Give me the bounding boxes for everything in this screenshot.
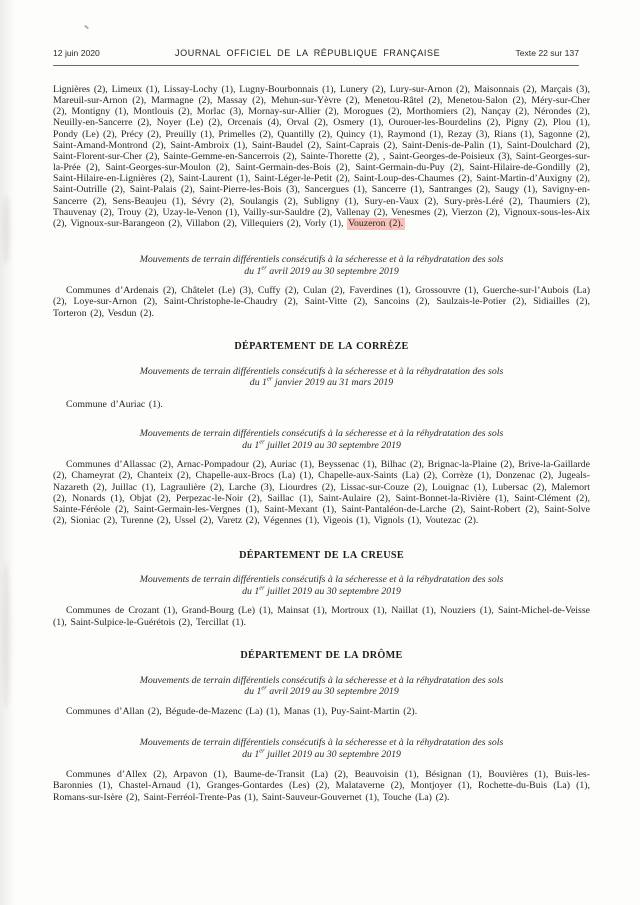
highlighted-commune-vouzeron: Vouzeron (2).	[348, 217, 404, 229]
header-rule	[53, 65, 579, 66]
heading-period-line	[53, 440, 590, 452]
departement-heading-creuse: DÉPARTEMENT DE LA CREUSE	[239, 550, 404, 562]
period-sup: er	[259, 584, 265, 592]
paragraph-cher-communes	[53, 84, 590, 229]
period-sup: er	[261, 264, 267, 272]
heading-period-line	[53, 586, 590, 598]
heading-mouvements-line: Mouvements de terrain différentiels consécutifs à la sécheresse et à la réhydratation des sols	[139, 674, 504, 686]
heading-mouvements-line: Mouvements de terrain différentiels consécutifs à la sécheresse et à la réhydratation des sols	[139, 737, 504, 748]
section-heading-creuse-juillet	[53, 574, 590, 597]
paragraph-drome-juillet: Communes d’Allex (2), Arpavon (1), Baume-de-Transit (La) (2), Beauvoisin (1), Bésignan (1), Bouvières (1), Buis-les-Baronnies (1), Chastel-Arnaud (1), Granges-Gontardes (Les) (2), Malataverne (2), Montjoyer (1), Rochette-du-Buis (La) (1), Romans-sur-Isère (2), Saint-Ferréol-Trente-Pas (1), Saint-Sauveur-Gouvernet (1), Touche (La) (2).	[53, 769, 590, 803]
scan-smudge	[2, 560, 10, 710]
heading-period-line	[53, 266, 590, 278]
period-post: janvier 2019 au 31 mars 2019	[272, 377, 394, 389]
departement-heading-drome: DÉPARTEMENT DE LA DRÔME	[240, 649, 403, 661]
period-pre: du 1	[242, 748, 260, 760]
period-sup: er	[266, 376, 273, 384]
page-content	[53, 0, 590, 812]
cher-communes-text: Lignières (2), Limeux (1), Lissay-Lochy (1), Lugny-Bourbonnais (1), Lunery (2), Lury-sur-Arnon (2), Maisonnais (2), Marçais (3), Mareuil-sur-Arnon (2), Marmagne (2), Massay (2), Mehun-sur-Yèvre (2), Menetou-Râtel (2), Menetou-Salon (2), Méry-sur-Cher (2), Montigny (1), Montlouis (2), Morlac (3), Mornay-sur-Allier (2), Morogues (2), Morthomiers (2), Nançay (2), Nérondes (2), Neuilly-en-Sancerre (2), Noyer (Le) (2), Orcenais (4), Orval (2), Osmery (1), Ourouer-les-Bourdelins (2), Pigny (2), Plou (1), Pondy (Le) (2), Précy (2), Preuilly (1), Primelles (2), Quantilly (2), Quincy (1), Raymond (1), Rezay (3), Rians (1), Sagonne (2), Saint-Amand-Montrond (2), Saint-Ambroix (1), Saint-Baudel (2), Saint-Caprais (2), Saint-Denis-de-Palin (1), Saint-Doulchard (2), Saint-Florent-sur-Cher (2), Sainte-Gemme-en-Sancerrois (2), Sainte-Thorette (2), , Saint-Georges-de-Poisieux (3), Saint-Georges-sur-la-Prée (2), Saint-Georges-sur-Moulon (2), Saint-Germain-des-Bois (2), Saint-Germain-du-Puy (2), Saint-Hilaire-de-Gondilly (2), Saint-Hilaire-en-Lignières (2), Saint-Laurent (1), Saint-Léger-le-Petit (2), Saint-Loup-des-Chaumes (2), Saint-Martin-d’Auxigny (2), Saint-Outrille (2), Saint-Palais (2), Saint-Pierre-les-Bois (3), Sancergues (1), Sancerre (1), Santranges (2), Saugy (1), Savigny-en-Sancerre (2), Sens-Beaujeu (1), Sévry (2), Soulangis (2), Subligny (1), Sury-en-Vaux (2), Sury-près-Léré (2), Thaumiers (2), Thauvenay (2), Trouy (2), Uzay-le-Venon (1), Vailly-sur-Sauldre (2), Vallenay (2), Venesmes (2), Vierzon (2), Vignoux-sous-les-Aix (2), Vignoux-sur-Barangeon (2), Villabon (2), Villequiers (2), Vorly (1),	[53, 84, 590, 229]
period-sup: er	[261, 684, 267, 692]
header-texte-ref: Texte 22 sur 137	[515, 48, 579, 58]
header-date: 12 juin 2020	[53, 48, 100, 58]
period-post: avril 2019 au 30 septembre 2019	[266, 265, 399, 277]
period-sup: er	[259, 747, 265, 755]
paragraph-cher-avril: Communes d’Ardenais (2), Châtelet (Le) (3), Cuffy (2), Culan (2), Faverdines (1), Grossouvre (1), Guerche-sur-l’Aubois (La) (2), Loye-sur-Arnon (2), Saint-Christophe-le-Chaudry (2), Saint-Vitte (2), Sancoins (2), Saulzais-le-Potier (2), Sidiailles (2), Torteron (2), Vesdun (2).	[53, 285, 590, 319]
heading-mouvements-line: Mouvements de terrain différentiels consécutifs à la sécheresse et à la réhydratation des sols	[139, 428, 504, 440]
period-pre: du 1	[244, 265, 262, 277]
heading-period-line	[53, 749, 590, 761]
header-title: JOURNAL OFFICIEL DE LA RÉPUBLIQUE FRANÇAISE	[175, 48, 441, 58]
period-pre: du 1	[242, 439, 260, 451]
paragraph-creuse-juillet: Communes de Crozant (1), Grand-Bourg (Le) (1), Mainsat (1), Mortroux (1), Naillat (1), Nouziers (1), Saint-Michel-de-Veisse (1), Saint-Sulpice-le-Guérétois (2), Tercillat (1).	[53, 605, 590, 628]
heading-mouvements-line: Mouvements de terrain différentiels consécutifs à la sécheresse et à la réhydratation des sols	[139, 254, 504, 266]
period-pre: du 1	[244, 686, 262, 698]
section-heading-drome-avril	[53, 675, 590, 698]
scan-edge-shadow	[0, 0, 16, 905]
scan-smudge	[2, 195, 10, 265]
heading-period-line	[53, 686, 590, 698]
section-heading-drome-juillet	[53, 737, 590, 760]
period-post: avril 2019 au 30 septembre 2019	[266, 686, 399, 698]
period-pre: du 1	[242, 585, 260, 597]
period-post: juillet 2019 au 30 septembre 2019	[264, 439, 401, 451]
heading-period-line	[53, 377, 590, 389]
section-heading-correze-juillet	[53, 428, 590, 451]
heading-mouvements-line: Mouvements de terrain différentiels consécutifs à la sécheresse et à la réhydratation des sols	[139, 574, 504, 586]
departement-heading-correze: DÉPARTEMENT DE LA CORRÈZE	[234, 340, 409, 352]
period-post: juillet 2019 au 30 septembre 2019	[264, 585, 401, 597]
period-post: juillet 2019 au 30 septembre 2019	[264, 748, 401, 760]
section-heading-cher-avril	[53, 254, 590, 277]
period-sup: er	[259, 438, 265, 446]
period-pre: du 1	[249, 377, 267, 389]
paragraph-drome-avril: Communes d’Allan (2), Bégude-de-Mazenc (La) (1), Manas (1), Puy-Saint-Martin (2).	[66, 705, 418, 717]
section-heading-correze-janvier	[53, 366, 590, 389]
page-header	[53, 48, 590, 58]
paragraph-correze-janvier: Commune d’Auriac (1).	[66, 398, 163, 410]
heading-mouvements-line: Mouvements de terrain différentiels consécutifs à la sécheresse et à la réhydratation des sols	[139, 365, 504, 377]
paragraph-correze-juillet: Communes d’Allassac (2), Arnac-Pompadour (2), Auriac (1), Beyssenac (1), Bilhac (2), Brignac-la-Plaine (2), Brive-la-Gaillarde (2), Chameyrat (2), Chanteix (2), Chapelle-aux-Brocs (La) (1), Chapelle-aux-Saints (La) (2), Corrèze (1), Donzenac (2), Jugeals-Nazareth (2), Juillac (1), Lagraulière (2), Larche (3), Liourdres (2), Lissac-sur-Couze (2), Louignac (1), Lubersac (2), Malemort (2), Nonards (1), Objat (2), Perpezac-le-Noir (2), Saillac (1), Saint-Aulaire (2), Saint-Bonnet-la-Rivière (1), Saint-Clément (2), Sainte-Féréole (2), Saint-Germain-les-Vergnes (1), Saint-Mexant (1), Saint-Pantaléon-de-Larche (2), Saint-Robert (2), Saint-Solve (2), Sioniac (2), Turenne (2), Ussel (2), Varetz (2), Végennes (1), Vigeois (1), Vignols (1), Voutezac (2).	[53, 459, 590, 526]
